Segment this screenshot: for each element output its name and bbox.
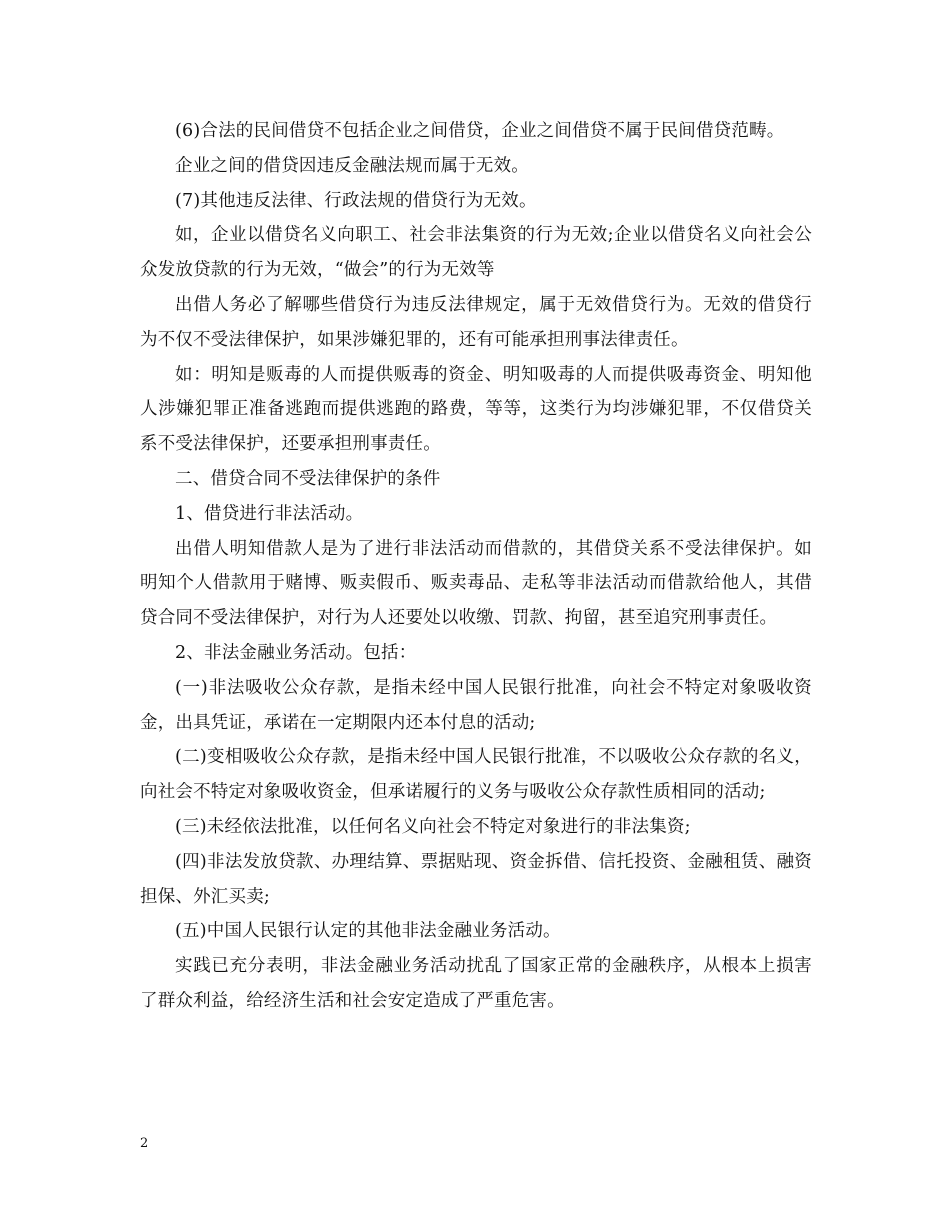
- list-item-illegal-lending: (四)非法发放贷款、办理结算、票据贴现、资金拆借、信托投资、金融租赁、融资担保、外汇买卖;: [140, 851, 812, 907]
- paragraph-example-fundraising: 如，企业以借贷名义向职工、社会非法集资的行为无效;企业以借贷名义向社会公众发放贷款的行为无效，“做会”的行为无效等: [140, 225, 812, 281]
- list-item-disguised-deposits: (二)变相吸收公众存款，是指未经中国人民银行批准，不以吸收公众存款的名义，向社会不特定对象吸收资金，但承诺履行的义务与吸收公众存款性质相同的活动;: [140, 747, 812, 803]
- paragraph-loan-enterprise: (6)合法的民间借贷不包括企业之间借贷，企业之间借贷不属于民间借贷范畴。: [175, 121, 785, 141]
- list-item-illegal-deposits: (一)非法吸收公众存款，是指未经中国人民银行批准，向社会不特定对象吸收资金，出具凭证，承诺在一定期限内还本付息的活动;: [140, 677, 812, 733]
- page-number: 2: [140, 1136, 149, 1151]
- list-item-other-illegal-finance: (五)中国人民银行认定的其他非法金融业务活动。: [175, 921, 561, 942]
- paragraph-conclusion: 实践已充分表明，非法金融业务活动扰乱了国家正常的金融秩序，从根本上损害了群众利益，给经济生活和社会安定造成了严重危害。: [140, 956, 812, 1011]
- subheading-illegal-finance: 2、非法金融业务活动。包括：: [175, 642, 417, 663]
- section-heading-unprotected-contracts: 二、借贷合同不受法律保护的条件: [175, 468, 441, 489]
- paragraph-criminal-example: 如：明知是贩毒的人而提供贩毒的资金、明知吸毒的人而提供吸毒资金、明知他人涉嫌犯罪正准备逃跑而提供逃跑的路费，等等，这类行为均涉嫌犯罪，不仅借贷关系不受法律保护，还要承担刑事责任。: [140, 364, 812, 455]
- paragraph-lender-notice: 出借人务必了解哪些借贷行为违反法律规定，属于无效借贷行为。无效的借贷行为不仅不受法律保护，如果涉嫌犯罪的，还有可能承担刑事法律责任。: [140, 294, 812, 350]
- paragraph-other-invalid: (7)其他违反法律、行政法规的借贷行为无效。: [175, 190, 537, 211]
- subheading-illegal-activity: 1、借贷进行非法活动。: [175, 503, 364, 524]
- paragraph-enterprise-invalid: 企业之间的借贷因违反金融法规而属于无效。: [175, 155, 529, 176]
- document-body: [140, 114, 812, 1019]
- list-item-illegal-fundraising: (三)未经依法批准，以任何名义向社会不特定对象进行的非法集资;: [175, 816, 691, 837]
- paragraph-illegal-activity-detail: 出借人明知借款人是为了进行非法活动而借款的，其借贷关系不受法律保护。如明知个人借款用于赌博、贩卖假币、贩卖毒品、走私等非法活动而借款给他人，其借贷合同不受法律保护，对行为人还要处以收缴、罚款、拘留，甚至追究刑事责任。: [140, 538, 812, 629]
